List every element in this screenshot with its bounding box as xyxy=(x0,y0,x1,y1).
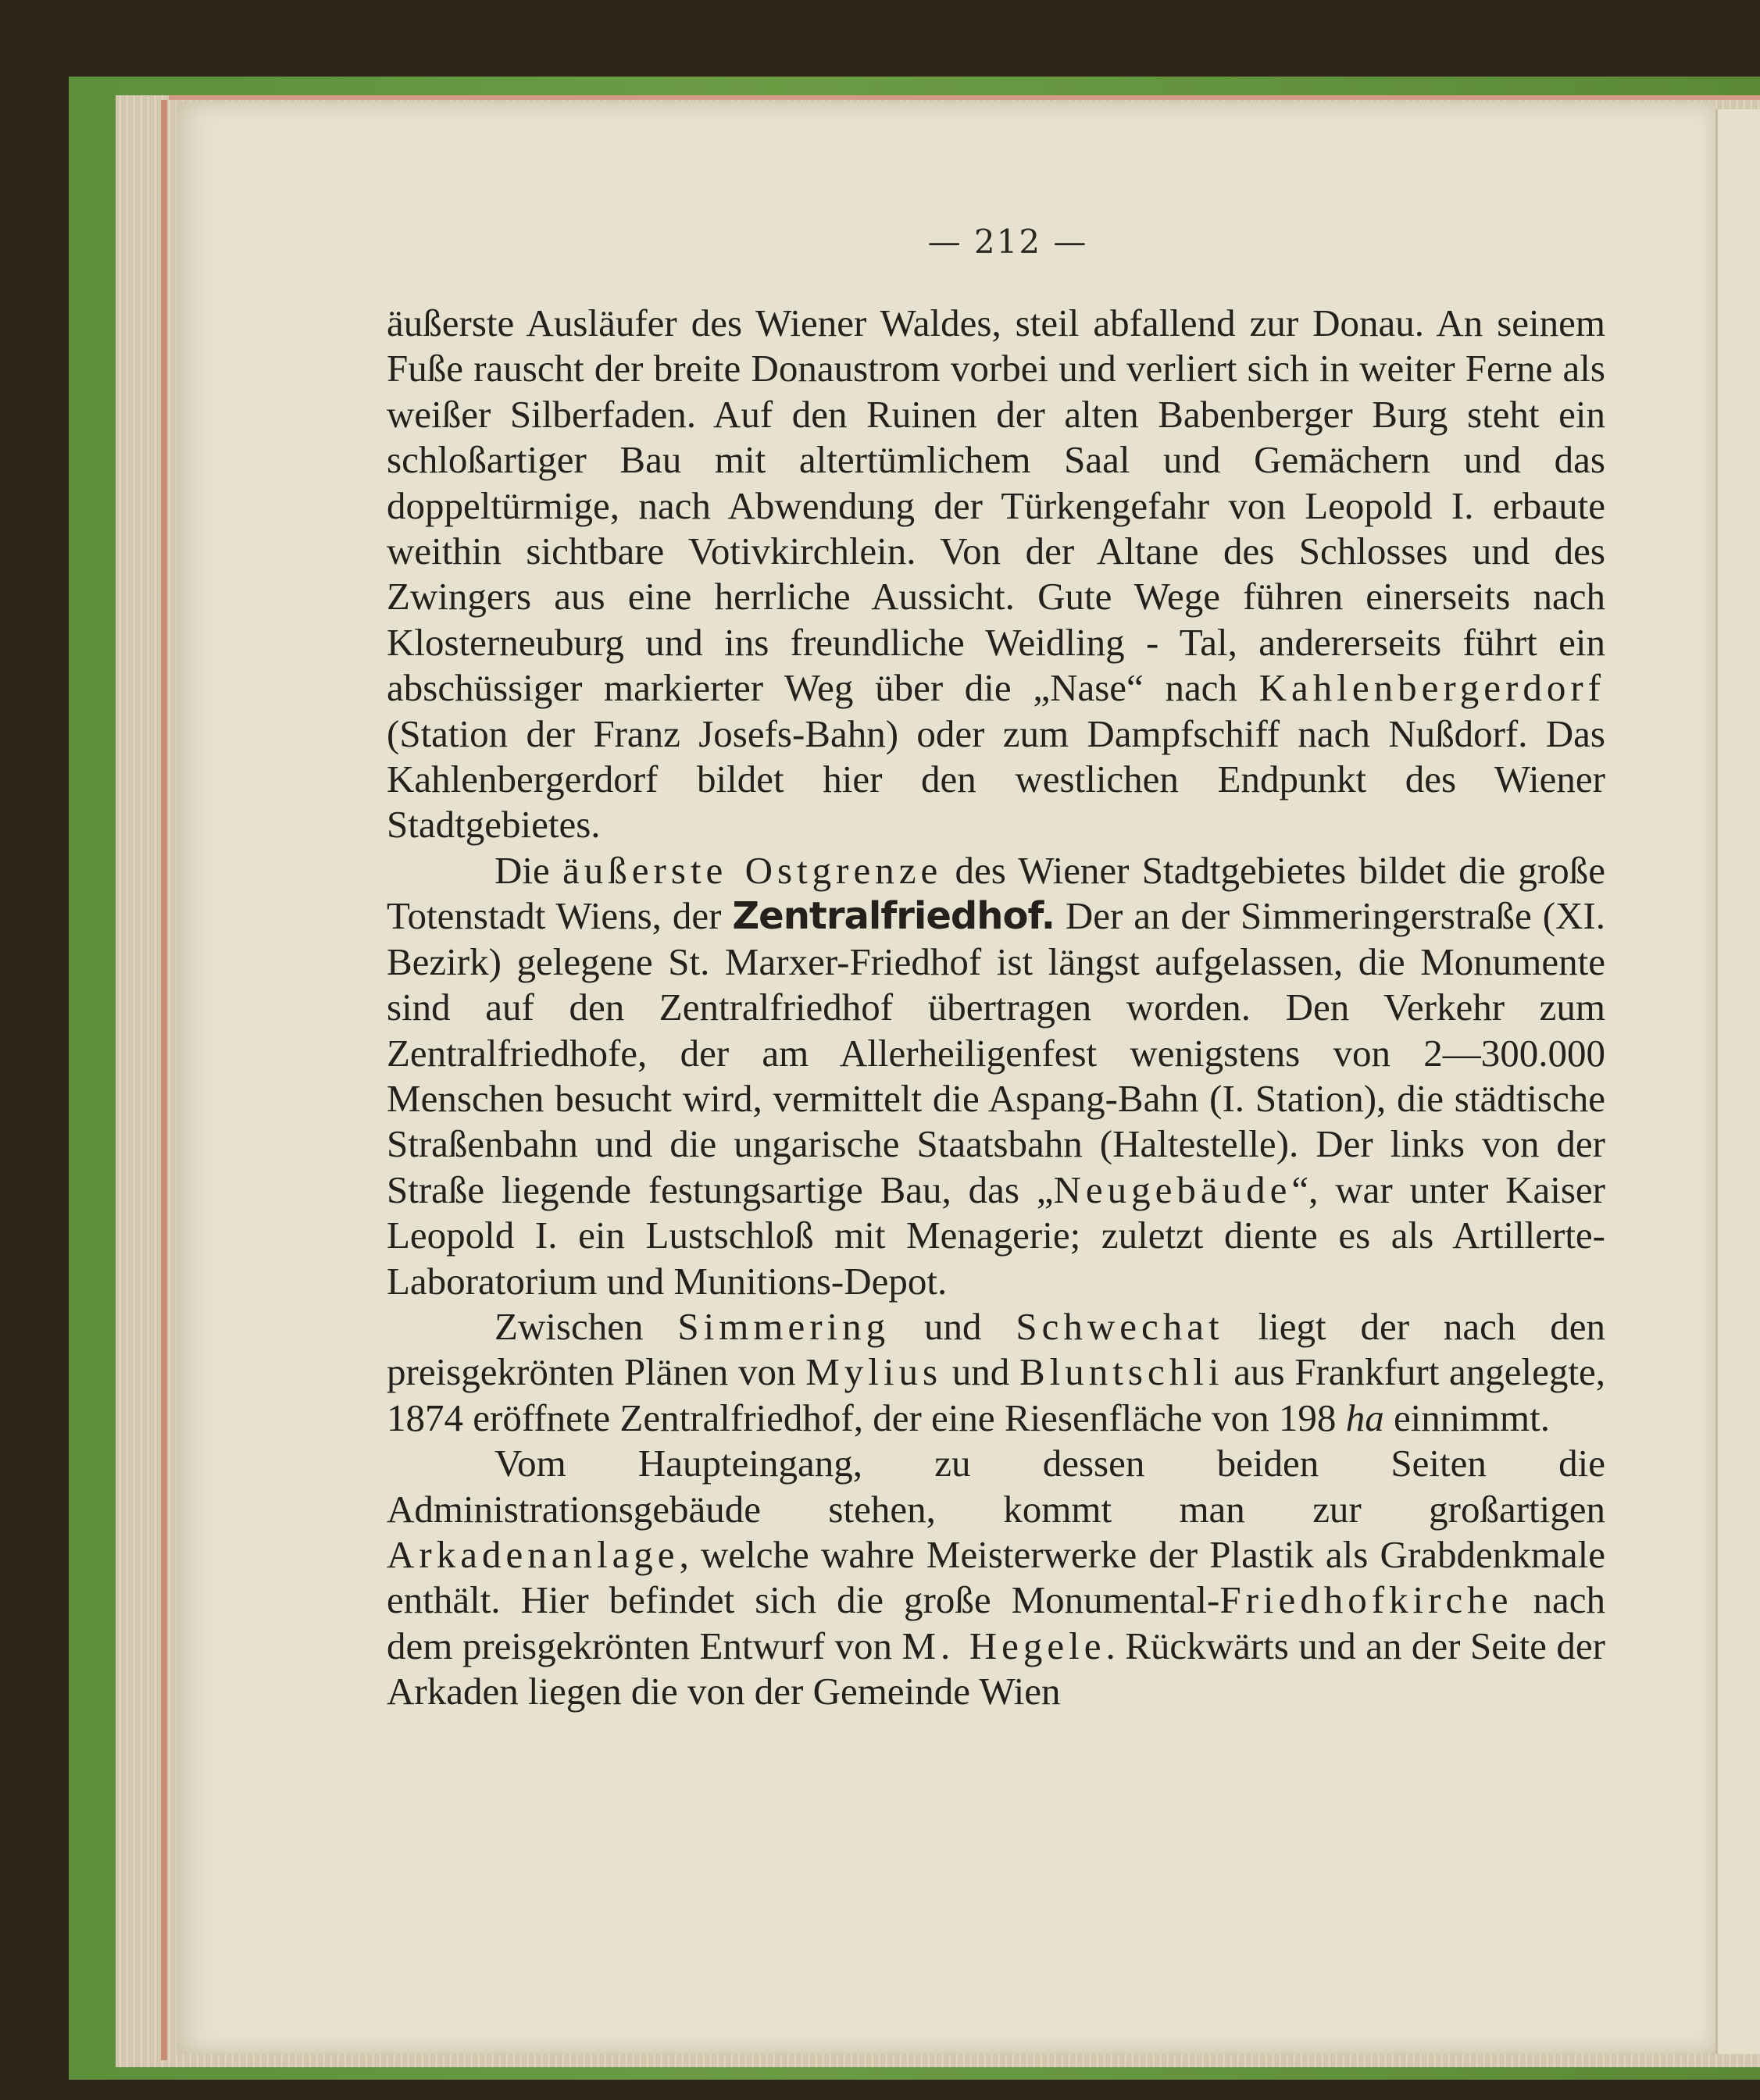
paragraph-4 xyxy=(387,1441,1605,1714)
text-run: äußerste Ostgrenze xyxy=(562,848,943,892)
next-page-edge xyxy=(1715,109,1760,2054)
text-run: (Station der Franz Josefs-Bahn) oder zum Dampfschiff nach Nußdorf. Das Kahlenbergerdorf bildet hier den westlichen Endpunkt des Wiener Stadtgebietes. xyxy=(387,711,1605,847)
paragraph-2 xyxy=(387,848,1605,1304)
text-run: nach dem preisgekrönten Entwurf von xyxy=(387,1578,1606,1667)
text-run: Der an der Simmeringerstraße (XI. Bezirk) gelegene St. Marxer-Friedhof ist längst aufgelassen, die Monumente sind auf den Zentralfriedhof übertragen worden. Den Verkehr zum Zentralfriedhofe, der am Allerheiligenfest wenigstens von 2—300.000 Menschen besucht wird, vermittelt die Aspang-Bahn (I. Station), die städtische Straßenbahn und die ungarische Staatsbahn (Haltestelle). Der links von der Straße liegende festungsartige Bau, das „ xyxy=(387,894,1605,1211)
text-run: ha xyxy=(1345,1396,1384,1439)
text-run: Die xyxy=(494,848,563,892)
page-number: — 212 — xyxy=(927,223,1088,261)
text-run: äußerste Ausläufer des Wiener Waldes, steil abfallend zur Donau. An seinem Fuße rauscht der breite Donaustrom vorbei und verliert sich in weiter Ferne als weißer Silberfaden. Auf den Ruinen der alten Babenberger Burg steht ein schloßartiger Bau mit altertümlichem Saal und Gemächern und das doppeltürmige, nach Abwendung der Türkengefahr von Leopold I. erbaute weithin sichtbare Votivkirchlein. Von der Altane des Schlosses und des Zwingers aus eine herrliche Aussicht. Gute Wege führen einerseits nach Klosterneuburg und ins freundliche Weidling - Tal, andererseits führt ein abschüssiger markierter Weg über die „Nase“ nach xyxy=(387,301,1605,710)
text-run: Kahlenbergerdorf xyxy=(1258,666,1605,710)
paragraph-3 xyxy=(387,1304,1605,1441)
text-run: Arkadenanlage xyxy=(387,1532,680,1576)
text-run: und xyxy=(890,1304,1016,1348)
text-run: Schwechat xyxy=(1016,1304,1224,1348)
text-run: Friedhofkirche xyxy=(1219,1578,1513,1622)
text-run: Simmering xyxy=(677,1304,891,1348)
text-run: liegt der nach den preisgekrönten Plänen von xyxy=(387,1304,1606,1394)
text-run: . Rückwärts und an der Seite der Arkaden liegen die von der Gemeinde Wien xyxy=(387,1624,1605,1713)
text-run: “, war unter Kaiser Leopold I. ein Lustschloß mit Menagerie; zuletzt diente es als Artillerte-Laboratorium und Munitions-Depot. xyxy=(387,1168,1605,1303)
page-text xyxy=(387,301,1605,1715)
text-run: aus Frankfurt angelegte, 1874 eröffnete Zentralfriedhof, der eine Riesenfläche von 198 xyxy=(387,1350,1605,1439)
text-run: M. Hegele xyxy=(901,1624,1106,1667)
text-run: Zentralfriedhof. xyxy=(732,894,1055,939)
text-run: Vom Haupteingang, zu dessen beiden Seiten die Administrationsgebäude stehen, kommt man zur großartigen xyxy=(387,1442,1605,1531)
text-run: , welche wahre Meisterwerke der Plastik als Grabdenkmale enthält. Hier befindet sich die große Monumental- xyxy=(387,1532,1605,1622)
red-page-edge-top xyxy=(169,95,1760,100)
text-run: und xyxy=(942,1350,1020,1394)
paragraph-1 xyxy=(387,301,1605,848)
text-run: einnimmt. xyxy=(1383,1396,1551,1439)
text-run: des Wiener Stadtgebietes bildet die große Totenstadt Wiens, der xyxy=(387,848,1606,938)
text-run: Zwischen xyxy=(494,1304,678,1348)
red-page-edge xyxy=(161,100,167,2060)
text-run: Neugebäude xyxy=(1053,1168,1292,1211)
text-run: Bluntschli xyxy=(1019,1350,1224,1394)
text-run: Mylius xyxy=(805,1350,943,1394)
